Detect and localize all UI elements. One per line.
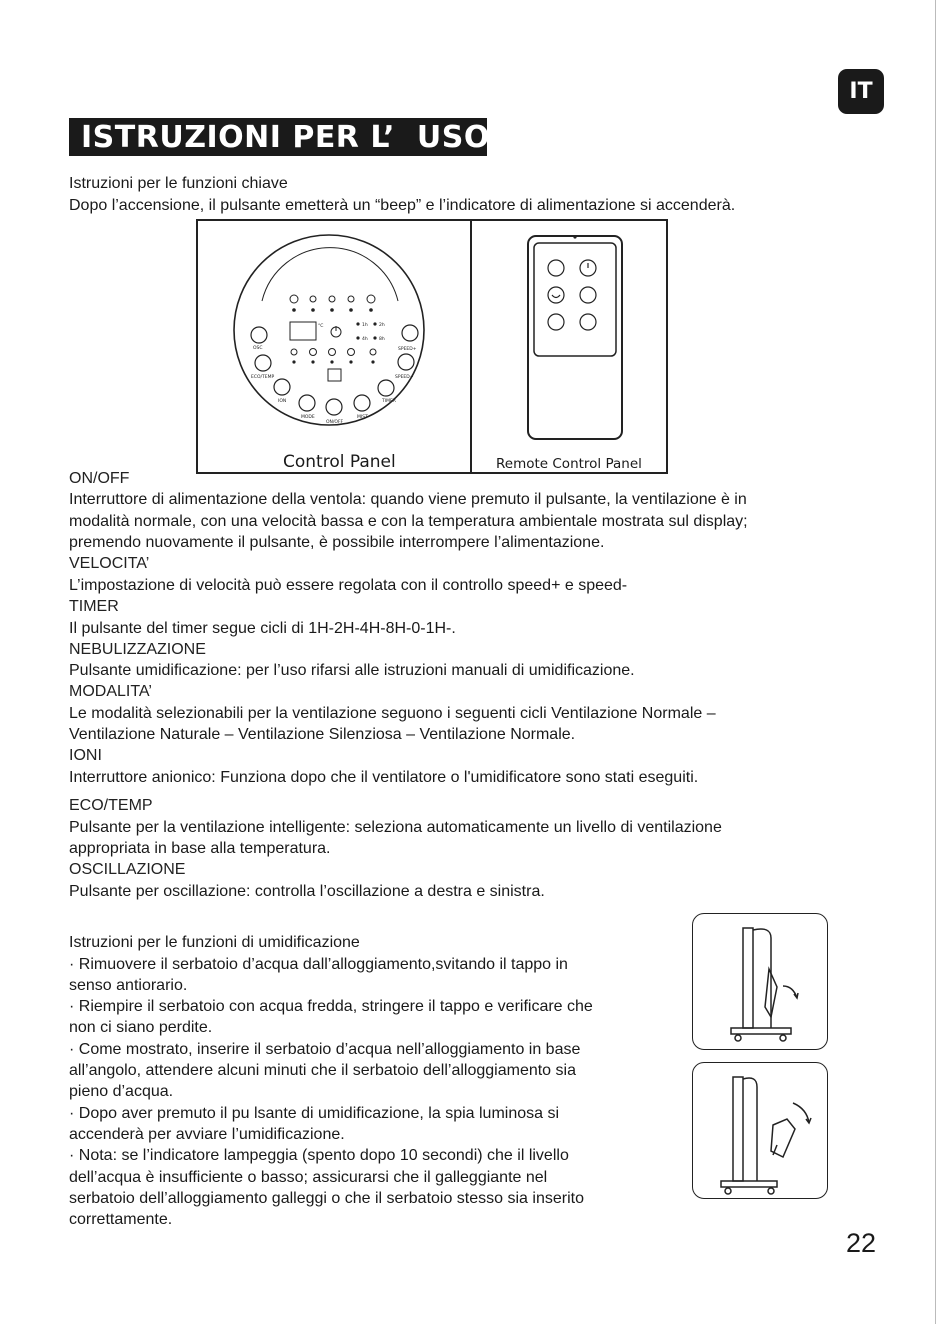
control-panel-caption: Control Panel bbox=[283, 452, 396, 472]
label-8h: 8h bbox=[379, 337, 385, 342]
section-heading-mist: NEBULIZZAZIONE bbox=[69, 641, 206, 658]
label-celsius: °C bbox=[318, 324, 324, 329]
humidifier-line: all’angolo, attendere alcuni minuti che il serbatoio dell’alloggiamento sia bbox=[69, 1062, 576, 1079]
label-mist: MIST bbox=[357, 415, 368, 420]
section-line: Il pulsante del timer segue cicli di 1H-2H-4H-8H-0-1H-. bbox=[69, 620, 456, 637]
section-line: Pulsante per la ventilazione intelligente: seleziona automaticamente un livello di ventilazione bbox=[69, 819, 722, 836]
label-speed-minus: SPEED− bbox=[395, 375, 414, 380]
section-line: appropriata in base alla temperatura. bbox=[69, 840, 331, 857]
humidifier-line: accenderà per avviare l’umidificazione. bbox=[69, 1126, 345, 1143]
section-line: Pulsante umidificazione: per l’uso rifarsi alle istruzioni manuali di umidificazione. bbox=[69, 662, 635, 679]
control-panel-figure bbox=[196, 219, 668, 474]
label-2h: 2h bbox=[379, 323, 385, 328]
section-line: Le modalità selezionabili per la ventilazione seguono i seguenti cicli Ventilazione Normale – bbox=[69, 705, 716, 722]
humidifier-line: · Nota: se l’indicatore lampeggia (spento dopo 10 secondi) che il livello bbox=[69, 1147, 569, 1164]
label-4h: 4h bbox=[362, 337, 368, 342]
section-line: modalità normale, con una velocità bassa e con la temperatura ambientale mostrata sul display; bbox=[69, 513, 748, 530]
label-on-off: ON/OFF bbox=[326, 420, 344, 425]
label-speed-plus: SPEED+ bbox=[398, 347, 417, 352]
language-badge: IT bbox=[838, 69, 884, 114]
section-line: Interruttore di alimentazione della ventola: quando viene premuto il pulsante, la ventilazione è in bbox=[69, 491, 747, 508]
section-line: L’impostazione di velocità può essere regolata con il controllo speed+ e speed- bbox=[69, 577, 628, 594]
section-heading-oscillation: OSCILLAZIONE bbox=[69, 861, 186, 878]
humidifier-line: serbatoio dell’alloggiamento galleggi o che il serbatoio stesso sia inserito bbox=[69, 1190, 584, 1207]
section-heading-eco-temp: ECO/TEMP bbox=[69, 797, 153, 814]
page-number: 22 bbox=[846, 1228, 877, 1258]
humidifier-line: pieno d’acqua. bbox=[69, 1083, 174, 1100]
section-heading-mode: MODALITA’ bbox=[69, 683, 152, 700]
intro-heading: Istruzioni per le funzioni chiave bbox=[69, 175, 288, 192]
label-osc: OSC bbox=[253, 346, 263, 351]
section-line: premendo nuovamente il pulsante, è possibile interrompere l’alimentazione. bbox=[69, 534, 605, 551]
section-heading-ions: IONI bbox=[69, 747, 102, 764]
remote-control-caption: Remote Control Panel bbox=[496, 456, 642, 472]
tank-removal-illustration bbox=[692, 913, 828, 1050]
label-1h: 1h bbox=[362, 323, 368, 328]
control-panel-illustration bbox=[198, 221, 470, 451]
humidifier-line: · Dopo aver premuto il pu lsante di umidificazione, la spia luminosa si bbox=[69, 1105, 560, 1122]
label-ion: ION bbox=[278, 399, 287, 404]
humidifier-line: · Come mostrato, inserire il serbatoio d’acqua nell’alloggiamento in base bbox=[69, 1041, 581, 1058]
section-heading-on-off: ON/OFF bbox=[69, 470, 130, 487]
humidifier-line: non ci siano perdite. bbox=[69, 1019, 213, 1036]
label-timer: TIMER bbox=[382, 399, 396, 404]
section-line: Pulsante per oscillazione: controlla l’oscillazione a destra e sinistra. bbox=[69, 883, 545, 900]
humidifier-heading: Istruzioni per le funzioni di umidificazione bbox=[69, 934, 360, 951]
remote-control-illustration bbox=[472, 221, 672, 451]
humidifier-line: · Rimuovere il serbatoio d’acqua dall’alloggiamento,svitando il tappo in bbox=[69, 956, 568, 973]
section-heading-speed: VELOCITA’ bbox=[69, 555, 150, 572]
section-heading-timer: TIMER bbox=[69, 598, 119, 615]
humidifier-line: correttamente. bbox=[69, 1211, 173, 1228]
intro-text: Dopo l’accensione, il pulsante emetterà un “beep” e l’indicatore di alimentazione si accenderà. bbox=[69, 197, 736, 214]
section-line: Interruttore anionico: Funziona dopo che il ventilatore o l'umidificatore sono stati eseguiti. bbox=[69, 769, 699, 786]
section-line: Ventilazione Naturale – Ventilazione Silenziosa – Ventilazione Normale. bbox=[69, 726, 576, 743]
humidifier-line: · Riempire il serbatoio con acqua fredda, stringere il tappo e verificare che bbox=[69, 998, 593, 1015]
label-eco-temp: ECO/TEMP bbox=[251, 375, 275, 380]
label-mode: MODE bbox=[301, 415, 315, 420]
page-title: ISTRUZIONI PER L’ USO bbox=[69, 118, 487, 156]
tank-insertion-illustration bbox=[692, 1062, 828, 1199]
humidifier-line: dell’acqua è insufficiente o basso; assicurarsi che il galleggiante nel bbox=[69, 1169, 548, 1186]
humidifier-line: senso antiorario. bbox=[69, 977, 188, 994]
